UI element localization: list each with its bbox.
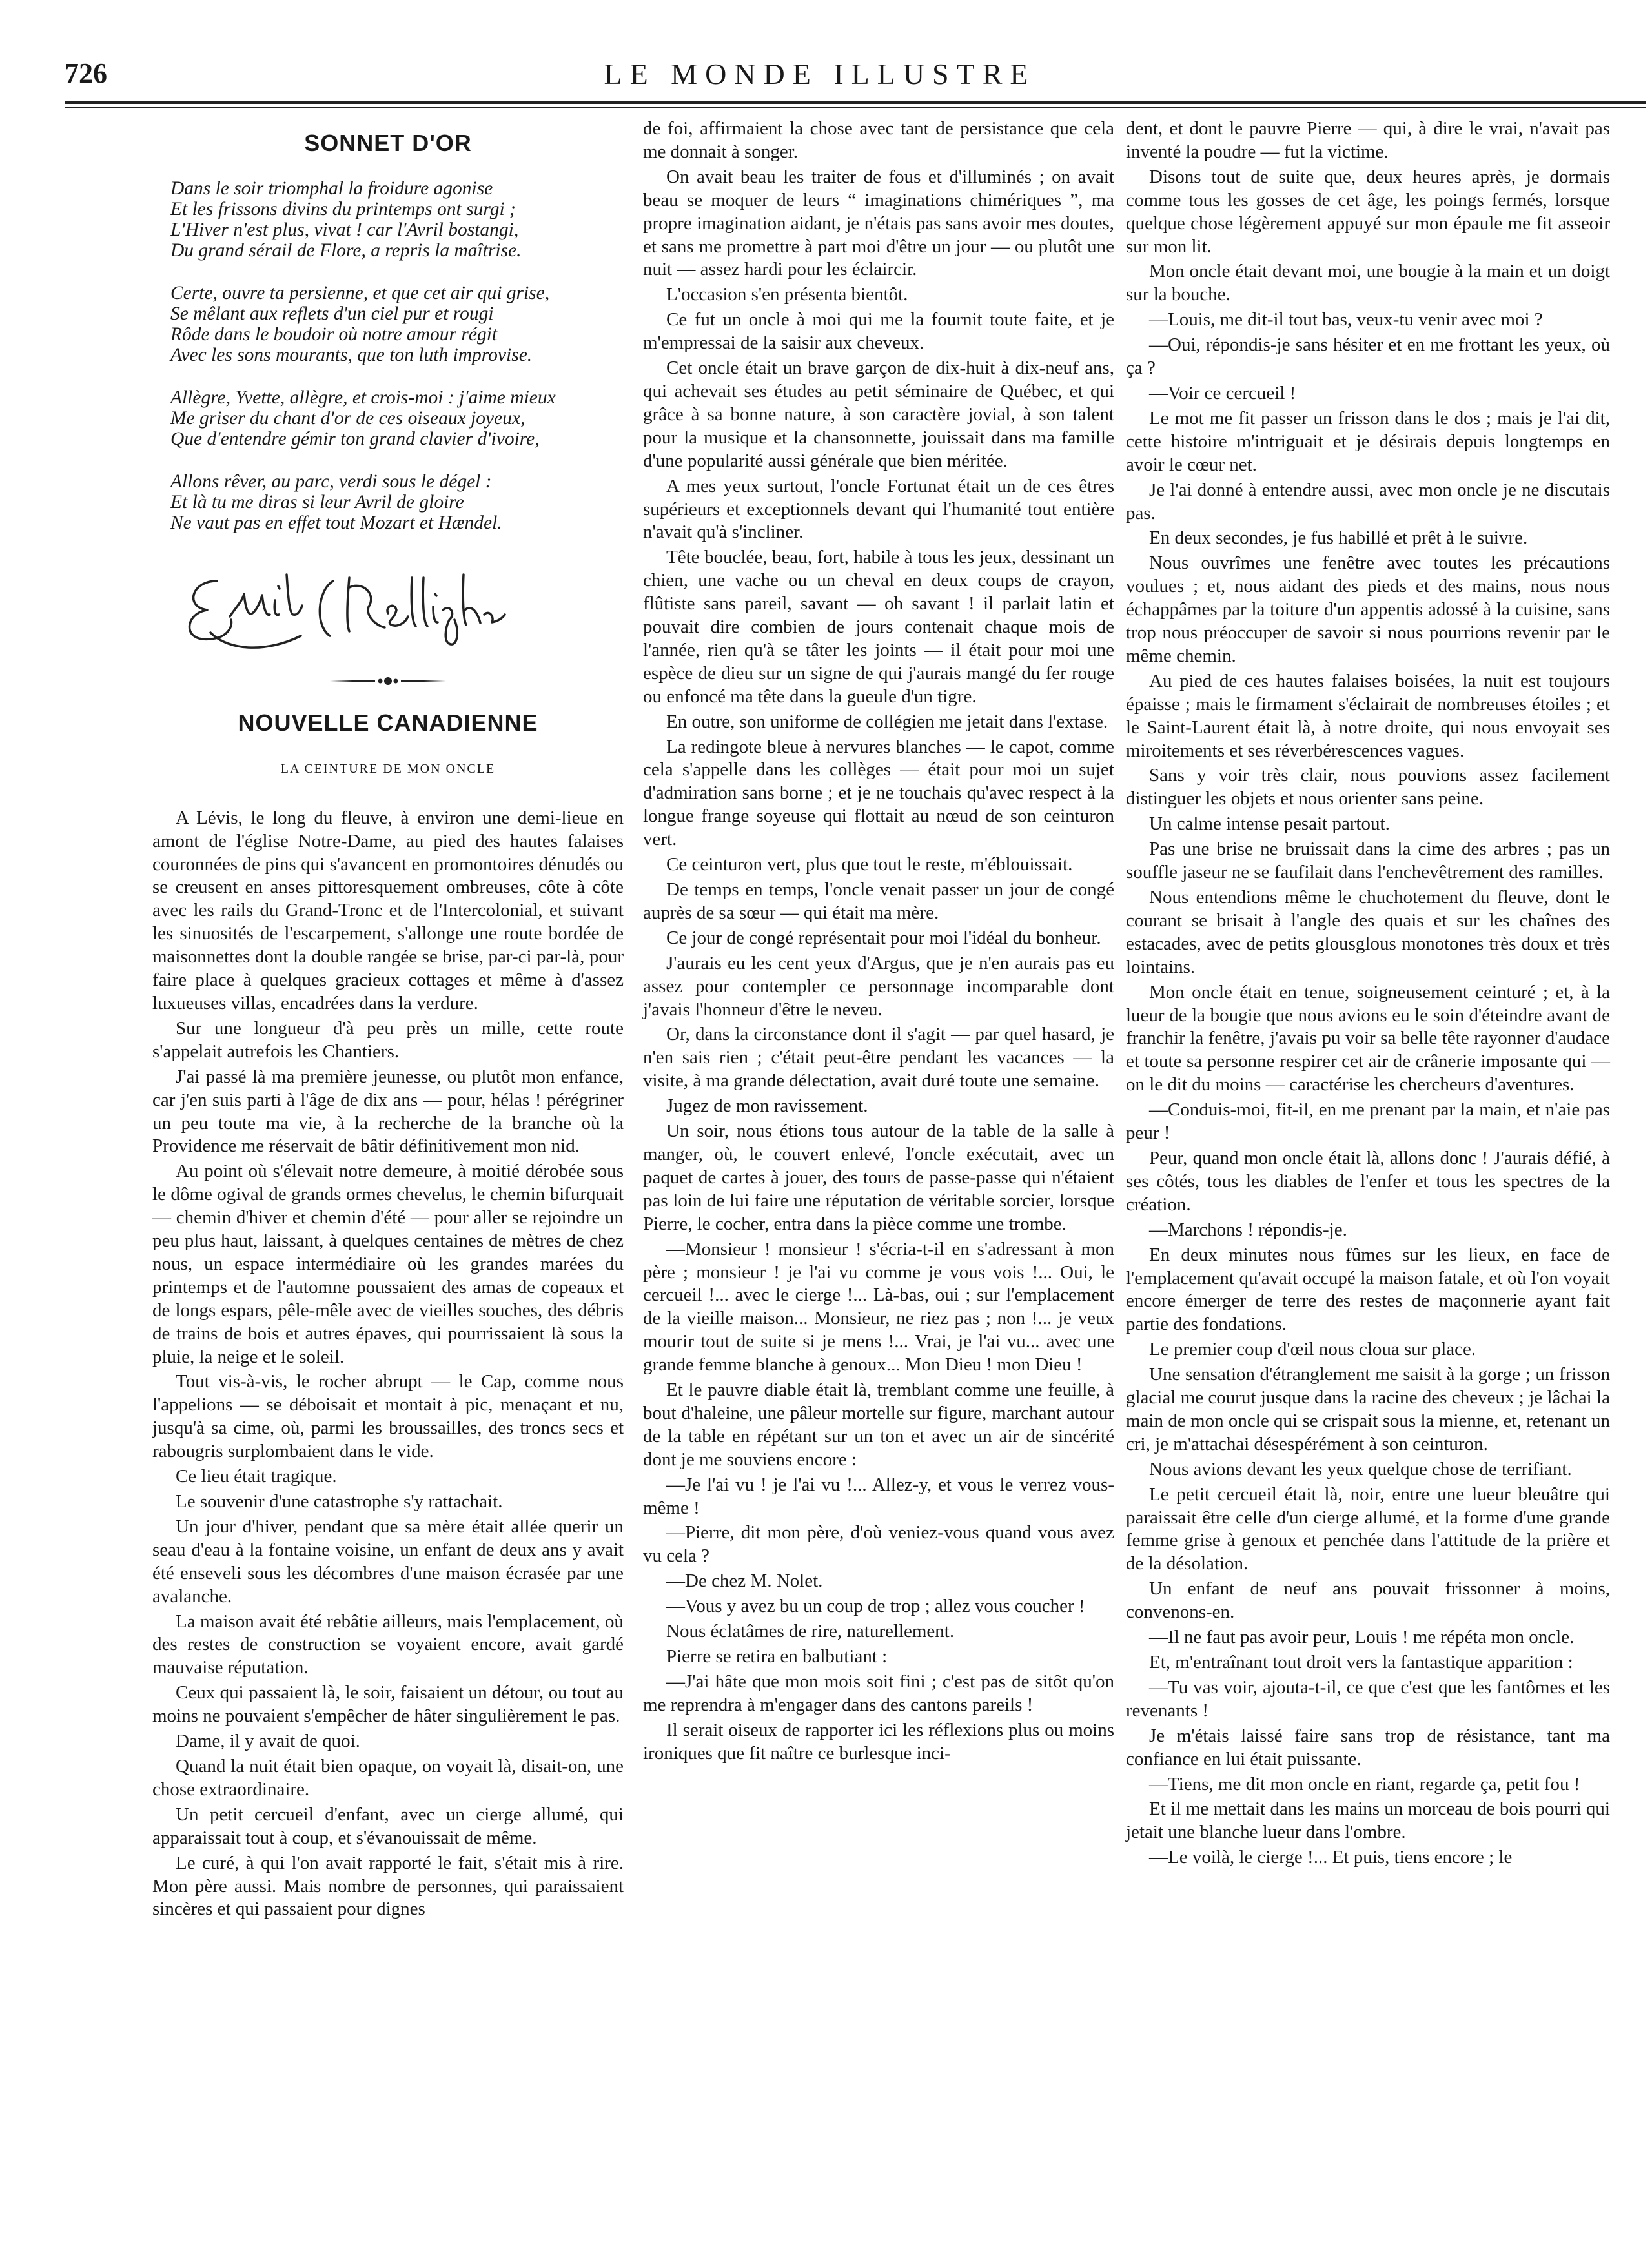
column-2 [643,117,1114,1767]
verse: Rôde dans le boudoir où notre amour régit [170,323,498,345]
verse: Et les frissons divins du printemps ont surgi ; [170,198,516,219]
paragraph: Un calme intense pesait partout. [1149,813,1390,835]
paragraph: A mes yeux surtout, l'oncle Fortunat était un de ces êtres supérieurs et exceptionnels devant qui l'humanité tout entière n'avait qu'à s'incliner. [643,475,1114,543]
verse: Du grand sérail de Flore, a repris la maîtrise. [170,239,522,261]
sonnet-title: SONNET D'OR [304,130,472,156]
signature-image [172,555,507,665]
verse: Ne vaut pas en effet tout Mozart et Hændel. [170,512,502,533]
verse: Allègre, Yvette, allègre, et crois-moi : j'aime mieux [170,387,556,408]
paragraph: Or, dans la circonstance dont il s'agit — par quel hasard, je n'en sais rien ; c'était peut-être pendant les vacances — la visite, à ma grande délectation, avait duré toute une semaine. [643,1024,1114,1092]
paragraph: —Le voilà, le cierge !... Et puis, tiens encore ; le [1149,1847,1513,1868]
paragraph: Un jour d'hiver, pendant que sa mère était allée querir un seau d'eau à la fontaine voisine, un enfant de deux ans y avait été enseveli sous les décombres d'une maison écrasée par une avalanche. [152,1516,624,1607]
paragraph: Le petit cercueil était là, noir, entre une lueur bleuâtre qui paraissait être celle d'un cierge allumé, et la forme d'une grande femme grise à genoux et penchée dans l'attitude de la prière et de la désolation. [1126,1483,1610,1574]
header-rule-thin [65,107,1646,108]
stanza [170,283,624,365]
paragraph: La redingote bleue à nervures blanches — le capot, comme cela s'appelle dans les collèges — était pour moi un sujet d'admiration sans borne ; et je ne touchais qu'avec respect à la longue frange soyeuse qui flottait au nœud de son ceinturon vert. [643,736,1114,850]
paragraph: —Je l'ai vu ! je l'ai vu !... Allez-y, et vous le verrez vous-même ! [643,1474,1114,1518]
sonnet-poem [170,178,624,533]
paragraph: J'ai passé là ma première jeunesse, ou plutôt mon enfance, car j'en suis parti à l'âge de dix ans — pour, hélas ! pérégriner un peu toute ma vie, à la recherche de la branche où la Providence me réservait de bâtir définitivement mon nid. [152,1066,624,1157]
paragraph: —Conduis-moi, fit-il, en me prenant par la main, et n'aie pas peur ! [1126,1099,1610,1144]
verse: Certe, ouvre ta persienne, et que cet air qui grise, [170,282,550,303]
paragraph: Une sensation d'étranglement me saisit à la gorge ; un frisson glacial me courut jusque dans la racine des cheveux ; je lâchai la main de mon oncle qui se crispait sous la mienne, et, retenant un cri, je m'attachai désespérément à son ceinturon. [1126,1364,1610,1454]
paragraph: —Louis, me dit-il tout bas, veux-tu venir avec moi ? [1149,309,1543,331]
paragraph: Nous ouvrîmes une fenêtre avec toutes les précautions voulues ; et, nous aidant des pieds et des mains, nous nous échappâmes par la toiture d'un appentis adossé à la cuisine, sans trop nous préoccuper de savoir si nous pourrions revenir par le même chemin. [1126,553,1610,666]
paragraph: Le souvenir d'une catastrophe s'y rattachait. [176,1491,503,1512]
verse: Allons rêver, au parc, verdi sous le dégel : [170,471,492,492]
paragraph: Mon oncle était en tenue, soigneusement ceinturé ; et, à la lueur de la bougie que nous avions eu le soin d'éteindre avant de franchir la fenêtre, j'avais pu voir sa belle tête rayonner d'audace et toute sa personne respirer cet air de crânerie imposante qui — on le dit du moins — caractérise les chercheurs d'aventures. [1126,981,1610,1095]
section-divider [152,671,624,697]
verse: L'Hiver n'est plus, vivat ! car l'Avril bostangi, [170,219,519,240]
verse: Que d'entendre gémir ton grand clavier d'ivoire, [170,428,540,449]
paragraph: En outre, son uniforme de collégien me jetait dans l'extase. [666,711,1108,732]
header-rule [65,101,1646,104]
paragraph: Nous entendions même le chuchotement du fleuve, dont le courant se brisait à l'angle des quais et sur les chaînes des estacades, avec de petits glousglous monotones très doux et très lointains. [1126,887,1610,977]
paragraph: Disons tout de suite que, deux heures après, je dormais comme tous les gosses de cet âge, les poings fermés, lorsque quelque chose légèrement appuyé sur mon épaule me fit asseoir sur mon lit. [1126,166,1610,257]
paragraph: —Il ne faut pas avoir peur, Louis ! me répéta mon oncle. [1149,1627,1575,1648]
paragraph: Peur, quand mon oncle était là, allons donc ! J'aurais défié, à ses côtés, tous les diables de l'enfer et tous les spectres de la création. [1126,1147,1610,1215]
author-signature [172,555,624,665]
paragraph: J'aurais eu les cent yeux d'Argus, que je n'en aurais pas eu assez pour contempler ce personnage incomparable dont j'avais l'honneur d'être le neveu. [643,952,1114,1020]
paragraph: —Vous y avez bu un coup de trop ; allez vous coucher ! [666,1596,1085,1617]
verse: Dans le soir triomphal la froidure agonise [170,178,493,199]
paragraph: Ce jour de congé représentait pour moi l'idéal du bonheur. [666,927,1101,948]
paragraph: Mon oncle était devant moi, une bougie à la main et un doigt sur la bouche. [1126,261,1610,305]
paragraph: Tête bouclée, beau, fort, habile à tous les jeux, dessinant un chien, une vache ou un cheval en deux coups de crayon, flûtiste sans pareil, savant — oh savant ! il parlait latin et pouvait dire combien de jours contenait chaque mois de l'année, rien qu'à se tâter les joints — il était pour moi une espèce de dieu sur un signe de qui j'aurais mangé du fer rouge ou enfoncé ma tête dans la gueule d'un tigre. [643,547,1114,707]
paragraph: Pas une brise ne bruissait dans la cime des arbres ; pas un souffle jaseur ne se faufilait dans l'enchevêtrement des ramilles. [1126,839,1610,883]
paragraph: Ce lieu était tragique. [176,1466,337,1487]
paragraph: —De chez M. Nolet. [666,1571,823,1592]
paragraph: Un enfant de neuf ans pouvait frissonner à moins, convenons-en. [1126,1578,1610,1623]
paragraph: Et il me mettait dans les mains un morceau de bois pourri qui jetait une blanche lueur dans l'ombre. [1126,1798,1610,1843]
verse: Se mêlant aux reflets d'un ciel pur et rougi [170,303,494,324]
paragraph: A Lévis, le long du fleuve, à environ une demi-lieue en amont de l'église Notre-Dame, au pied des hautes falaises couronnées de pins qui s'avancent en promontoires dénudés ou se creusent en anses pittoresquement ombreuses, côte à côte avec les rails du Grand-Tronc et de l'Intercolonial, et suivant les sinuosités de l'escarpement, s'allonge une route bordée de maisonnettes dont la double rangée se brise, par-ci par-là, pour faire place à quelques gracieux cottages et même à d'assez luxueuses villas, encadrées dans la verdure. [152,807,624,1013]
paragraph: —Voir ce cercueil ! [1149,382,1296,403]
column-1 [152,117,624,1923]
story-subtitle: LA CEINTURE DE MON ONCLE [280,761,496,776]
paragraph: Je l'ai donné à entendre aussi, avec mon oncle je ne discutais pas. [1126,479,1610,524]
paragraph: Ce fut un oncle à moi qui me la fournit toute faite, et je m'empressai de la saisir aux cheveux. [643,309,1114,354]
running-title: LE MONDE ILLUSTRE [604,57,1036,90]
story-title: NOUVELLE CANADIENNE [238,709,538,736]
paragraph: On avait beau les traiter de fous et d'illuminés ; on avait beau se moquer de leurs “ imaginations chimériques ”, ma propre imagination aidant, je n'étais pas sans avoir mes doutes, et sans me promettre à part moi d'être un jour — ou plutôt une nuit — assez hardi pour les éclaircir. [643,166,1114,280]
paragraph: De temps en temps, l'oncle venait passer un jour de congé auprès de sa sœur — qui était ma mère. [643,879,1114,923]
ornament-icon [323,671,453,691]
paragraph: En deux minutes nous fûmes sur les lieux, en face de l'emplacement qu'avait occupé la maison fatale, et où l'on voyait encore émerger de terre des restes de maçonnerie ayant fait partie des fondations. [1126,1244,1610,1335]
verse: Me griser du chant d'or de ces oiseaux joyeux, [170,407,525,429]
paragraph: Un soir, nous étions tous autour de la table de la salle à manger, où, le couvert enlevé, l'oncle exécutait, avec un paquet de cartes à jouer, des tours de passe-passe qui n'étaient pas loin de lui faire une réputation de véritable sorcier, lorsque Pierre, le cocher, entra dans la pièce comme une trombe. [643,1121,1114,1234]
paragraph: Pierre se retira en balbutiant : [666,1646,888,1667]
paragraph: —Oui, répondis-je sans hésiter et en me frottant les yeux, où ça ? [1126,334,1610,379]
paragraph: La maison avait été rebâtie ailleurs, mais l'emplacement, où des restes de construction se voyaient encore, avait gardé mauvaise réputation. [152,1611,624,1678]
paragraph: Ce ceinturon vert, plus que tout le reste, m'éblouissait. [666,854,1073,875]
verse: Et là tu me diras si leur Avril de gloire [170,491,464,513]
paragraph: Il serait oiseux de rapporter ici les réflexions plus ou moins ironiques que fit naître ce burlesque inci- [643,1719,1114,1764]
paragraph: —Tiens, me dit mon oncle en riant, regarde ça, petit fou ! [1149,1773,1580,1795]
paragraph: Tout vis-à-vis, le rocher abrupt — le Cap, comme nous l'appelions — se déboisait et montait à pic, menaçant et nu, jusqu'à sa cime, où, parmi les broussailles, des troncs secs et rabougris surplombaient dans le vide. [152,1371,624,1462]
stanza [170,471,624,533]
paragraph: L'occasion s'en présenta bientôt. [666,284,908,305]
paragraph: —Tu vas voir, ajouta-t-il, ce que c'est que les fantômes et les revenants ! [1126,1676,1610,1721]
paragraph: Nous avions devant les yeux quelque chose de terrifiant. [1149,1458,1572,1480]
paragraph: Nous éclatâmes de rire, naturellement. [666,1621,955,1642]
paragraph: Le mot me fit passer un frisson dans le dos ; mais je l'ai dit, cette histoire m'intriguait et je désirais depuis longtemps en avoir le cœur net. [1126,407,1610,475]
column-3 [1126,117,1610,1871]
paragraph: Un petit cercueil d'enfant, avec un cierge allumé, qui apparaissait tout à coup, et s'évanouissait de même. [152,1804,624,1848]
page-number: 726 [65,57,107,89]
paragraph: Le premier coup d'œil nous cloua sur place. [1149,1339,1476,1360]
paragraph: En deux secondes, je fus habillé et prêt à le suivre. [1149,527,1528,549]
paragraph: Au pied de ces hautes falaises boisées, la nuit est toujours épaisse ; mais le firmament s'éclairait de nombreuses étoiles ; et le Saint-Laurent était là, à notre droite, qui nous envoyait ses miroitements et ses réverbérescences vagues. [1126,670,1610,761]
paragraph: —J'ai hâte que mon mois soit fini ; c'est pas de sitôt qu'on me reprendra à m'engager dans des cantons pareils ! [643,1671,1114,1715]
paragraph: Sur une longueur d'à peu près un mille, cette route s'appelait autrefois les Chantiers. [152,1017,624,1062]
paragraph: Dame, il y avait de quoi. [176,1731,360,1752]
paragraph: Quand la nuit était bien opaque, on voyait là, disait-on, une chose extraordinaire. [152,1755,624,1800]
verse: Avec les sons mourants, que ton luth improvise. [170,344,533,365]
paragraph: Au point où s'élevait notre demeure, à moitié dérobée sous le dôme ogival de grands ormes chevelus, le chemin bifurquait — chemin d'hiver et chemin d'été — pour aller se rejoindre un peu plus haut, laissant, à quelques centaines de mètres de chez nous, un espace intermédiaire où les grandes marées du printemps et de l'automne poussaient des amas de copeaux et de longs espars, pêle-mêle avec de vieilles souches, des débris de trains de bois et autres épaves, qui pourrissaient là sous la pluie, la neige et le soleil. [152,1161,624,1367]
paragraph: Le curé, à qui l'on avait rapporté le fait, s'était mis à rire. Mon père aussi. Mais nombre de personnes, qui paraissaient sincères et qui passaient pour dignes [152,1852,624,1920]
stanza [170,387,624,449]
paragraph: Sans y voir très clair, nous pouvions assez facilement distinguer les objets et nous orienter sans peine. [1126,765,1610,809]
paragraph: —Pierre, dit mon père, d'où veniez-vous quand vous avez vu cela ? [643,1522,1114,1567]
stanza [170,178,624,261]
paragraph: —Marchons ! répondis-je. [1149,1219,1347,1240]
paragraph: —Monsieur ! monsieur ! s'écria-t-il en s'adressant à mon père ; monsieur ! je l'ai vu comme je vous vois !... Oui, le cercueil !... avec le cierge !... Là-bas, oui ; sur l'emplacement de la vieille maison... Monsieur, ne riez pas ; non !... je veux mourir tout de suite si je mens !... Vrai, je l'ai vu... avec une grande femme blanche à genoux... Mon Dieu ! mon Dieu ! [643,1238,1114,1376]
paragraph: Et, m'entraînant tout droit vers la fantastique apparition : [1149,1652,1573,1673]
paragraph: Je m'étais laissé faire sans trop de résistance, tant ma confiance en lui était puissante. [1126,1725,1610,1769]
paragraph: Cet oncle était un brave garçon de dix-huit à dix-neuf ans, qui achevait ses études au petit séminaire de Québec, et qui grâce à sa bonne nature, à son caractère jovial, à son talent pour la musique et la chansonnette, jouissait dans ma famille d'une popularité aussi générale que bien méritée. [643,358,1114,471]
paragraph: de foi, affirmaient la chose avec tant de persistance que cela me donnait à songer. [643,118,1114,162]
paragraph: dent, et dont le pauvre Pierre — qui, à dire le vrai, n'avait pas inventé la poudre — fut la victime. [1126,118,1610,162]
paragraph: Ceux qui passaient là, le soir, faisaient un détour, ou tout au moins ne pouvaient s'empêcher de hâter singulièrement le pas. [152,1682,624,1727]
page-header [65,57,1575,102]
paragraph: Jugez de mon ravissement. [666,1095,868,1117]
paragraph: Et le pauvre diable était là, tremblant comme une feuille, à bout d'haleine, une pâleur mortelle sur figure, marchant autour de la table en répétant sur un ton et avec un air de sincérité dont je me souviens encore : [643,1379,1114,1470]
